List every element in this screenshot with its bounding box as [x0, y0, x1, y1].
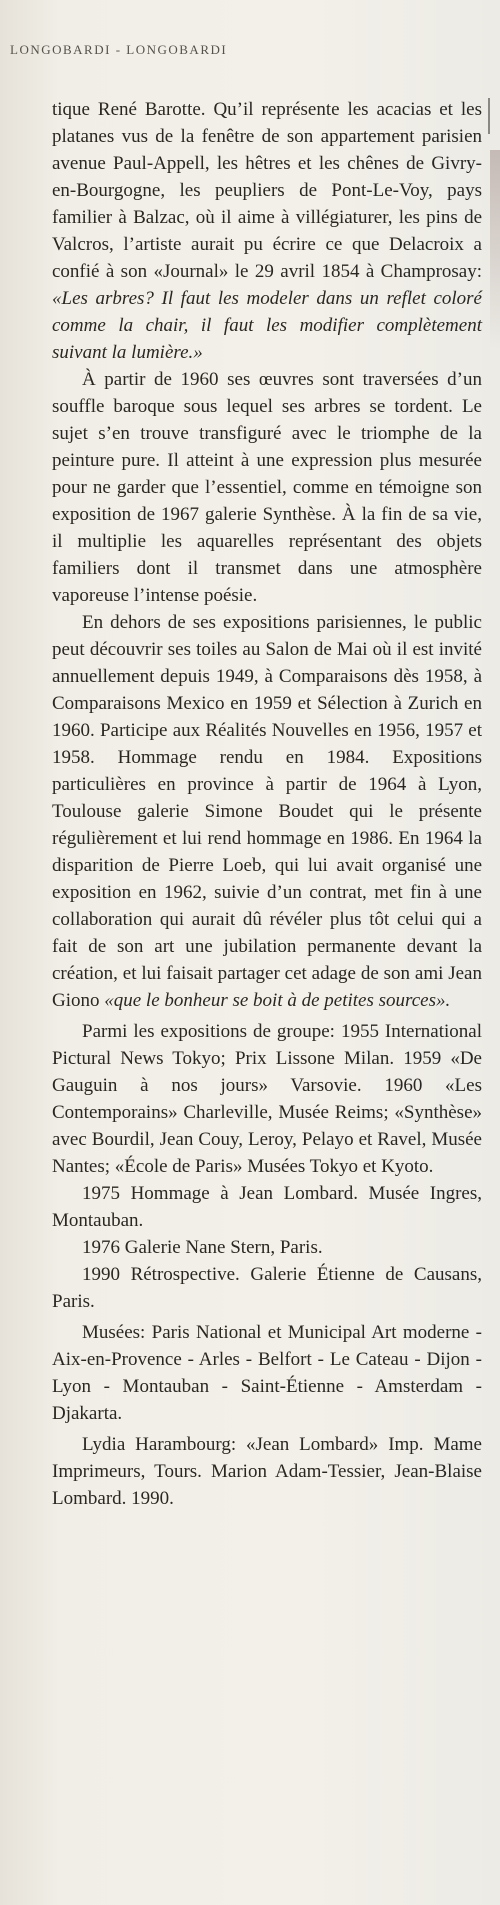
paragraph-group-exhibitions [52, 1018, 482, 1180]
paragraph-1-text: tique René Barotte. Qu’il représente les acacias et les platanes vus de la fenêtre de son appartement parisien avenue Paul-Appell, les hêtres et les chênes de Givry-en-Bourgogne, les peupliers de Pont-Le-Voy, pays familier à Balzac, où il aime à villégiaturer, les pins de Valcros, l’artiste aurait pu écrire ce que Delacroix a confié à son «Journal» le 29 avril 1854 à Champrosay: [52, 99, 482, 282]
paragraph-3-text: En dehors de ses expositions parisiennes, le public peut découvrir ses toiles au Salon de Mai où il est invité annuellement depuis 1949, à Comparaisons dès 1958, à Comparaisons Mexico en 1959 et Sélection à Zurich en 1960. Participe aux Réalités Nouvelles en 1956, 1957 et 1958. Hommage rendu en 1984. Expositions particulières en province à partir de 1964 à Lyon, Toulouse galerie Simone Boudet qui le présente régulièrement et lui rend hommage en 1986. En 1964 la disparition de Pierre Loeb, qui lui avait organisé une exposition en 1962, suivie d’un contrat, met fin à une collaboration qui aurait dû révéler plus tôt celui qui a fait de son art une jubilation permanente devant la création, et lui faisait partager cet adage de son ami Jean Giono [52, 612, 482, 1011]
paragraph-1 [52, 96, 482, 366]
paragraph-1975 [52, 1180, 482, 1234]
paragraph-museums [52, 1319, 482, 1427]
group-exhibitions-text: Parmi les expositions de groupe: 1955 International Pictural News Tokyo; Prix Lissone Milan. 1959 «De Gauguin à nos jours» Varsovie. 1960 «Les Contemporains» Charleville, Musée Reims; «Synthèse» avec Bourdil, Jean Couy, Leroy, Pelayo et Ravel, Musée Nantes; «École de Paris» Musées Tokyo et Kyoto. [52, 1021, 482, 1177]
page-edge-shadow [490, 150, 500, 350]
body-text [52, 96, 482, 1512]
bibliography-text: Lydia Harambourg: «Jean Lombard» Imp. Mame Imprimeurs, Tours. Marion Adam-Tessier, Jean-Blaise Lombard. 1990. [52, 1434, 482, 1509]
running-head: LONGOBARDI - LONGOBARDI [10, 42, 228, 57]
entry-1976-text: 1976 Galerie Nane Stern, Paris. [82, 1237, 323, 1258]
paragraph-bibliography [52, 1431, 482, 1512]
paragraph-1976 [52, 1234, 482, 1261]
entry-1990-text: 1990 Rétrospective. Galerie Étienne de Causans, Paris. [52, 1264, 482, 1312]
delacroix-quote: «Les arbres? Il faut les modeler dans un reflet coloré comme la chair, il faut les modifier complètement suivant la lumière.» [52, 288, 482, 363]
paragraph-1990 [52, 1261, 482, 1315]
giono-quote: «que le bonheur se boit à de petites sources». [104, 990, 451, 1011]
paragraph-2-text: À partir de 1960 ses œuvres sont traversées d’un souffle baroque sous lequel ses arbres se tordent. Le sujet s’en trouve transfiguré avec le triomphe de la peinture pure. Il atteint à une expression plus mesurée pour ne garder que l’essentiel, comme en témoigne son exposition de 1967 galerie Synthèse. À la fin de sa vie, il multiplie les aquarelles représentant des objets familiers dont il transmet dans une atmosphère vaporeuse l’intense poésie. [52, 369, 482, 606]
entry-1975-text: 1975 Hommage à Jean Lombard. Musée Ingres, Montauban. [52, 1183, 482, 1231]
museums-text: Musées: Paris National et Municipal Art moderne - Aix-en-Provence - Arles - Belfort - Le Cateau - Dijon - Lyon - Montauban - Saint-Étienne - Amsterdam - Djakarta. [52, 1322, 482, 1424]
paragraph-3 [52, 609, 482, 1014]
paragraph-2 [52, 366, 482, 609]
page-edge-mark [488, 98, 496, 134]
